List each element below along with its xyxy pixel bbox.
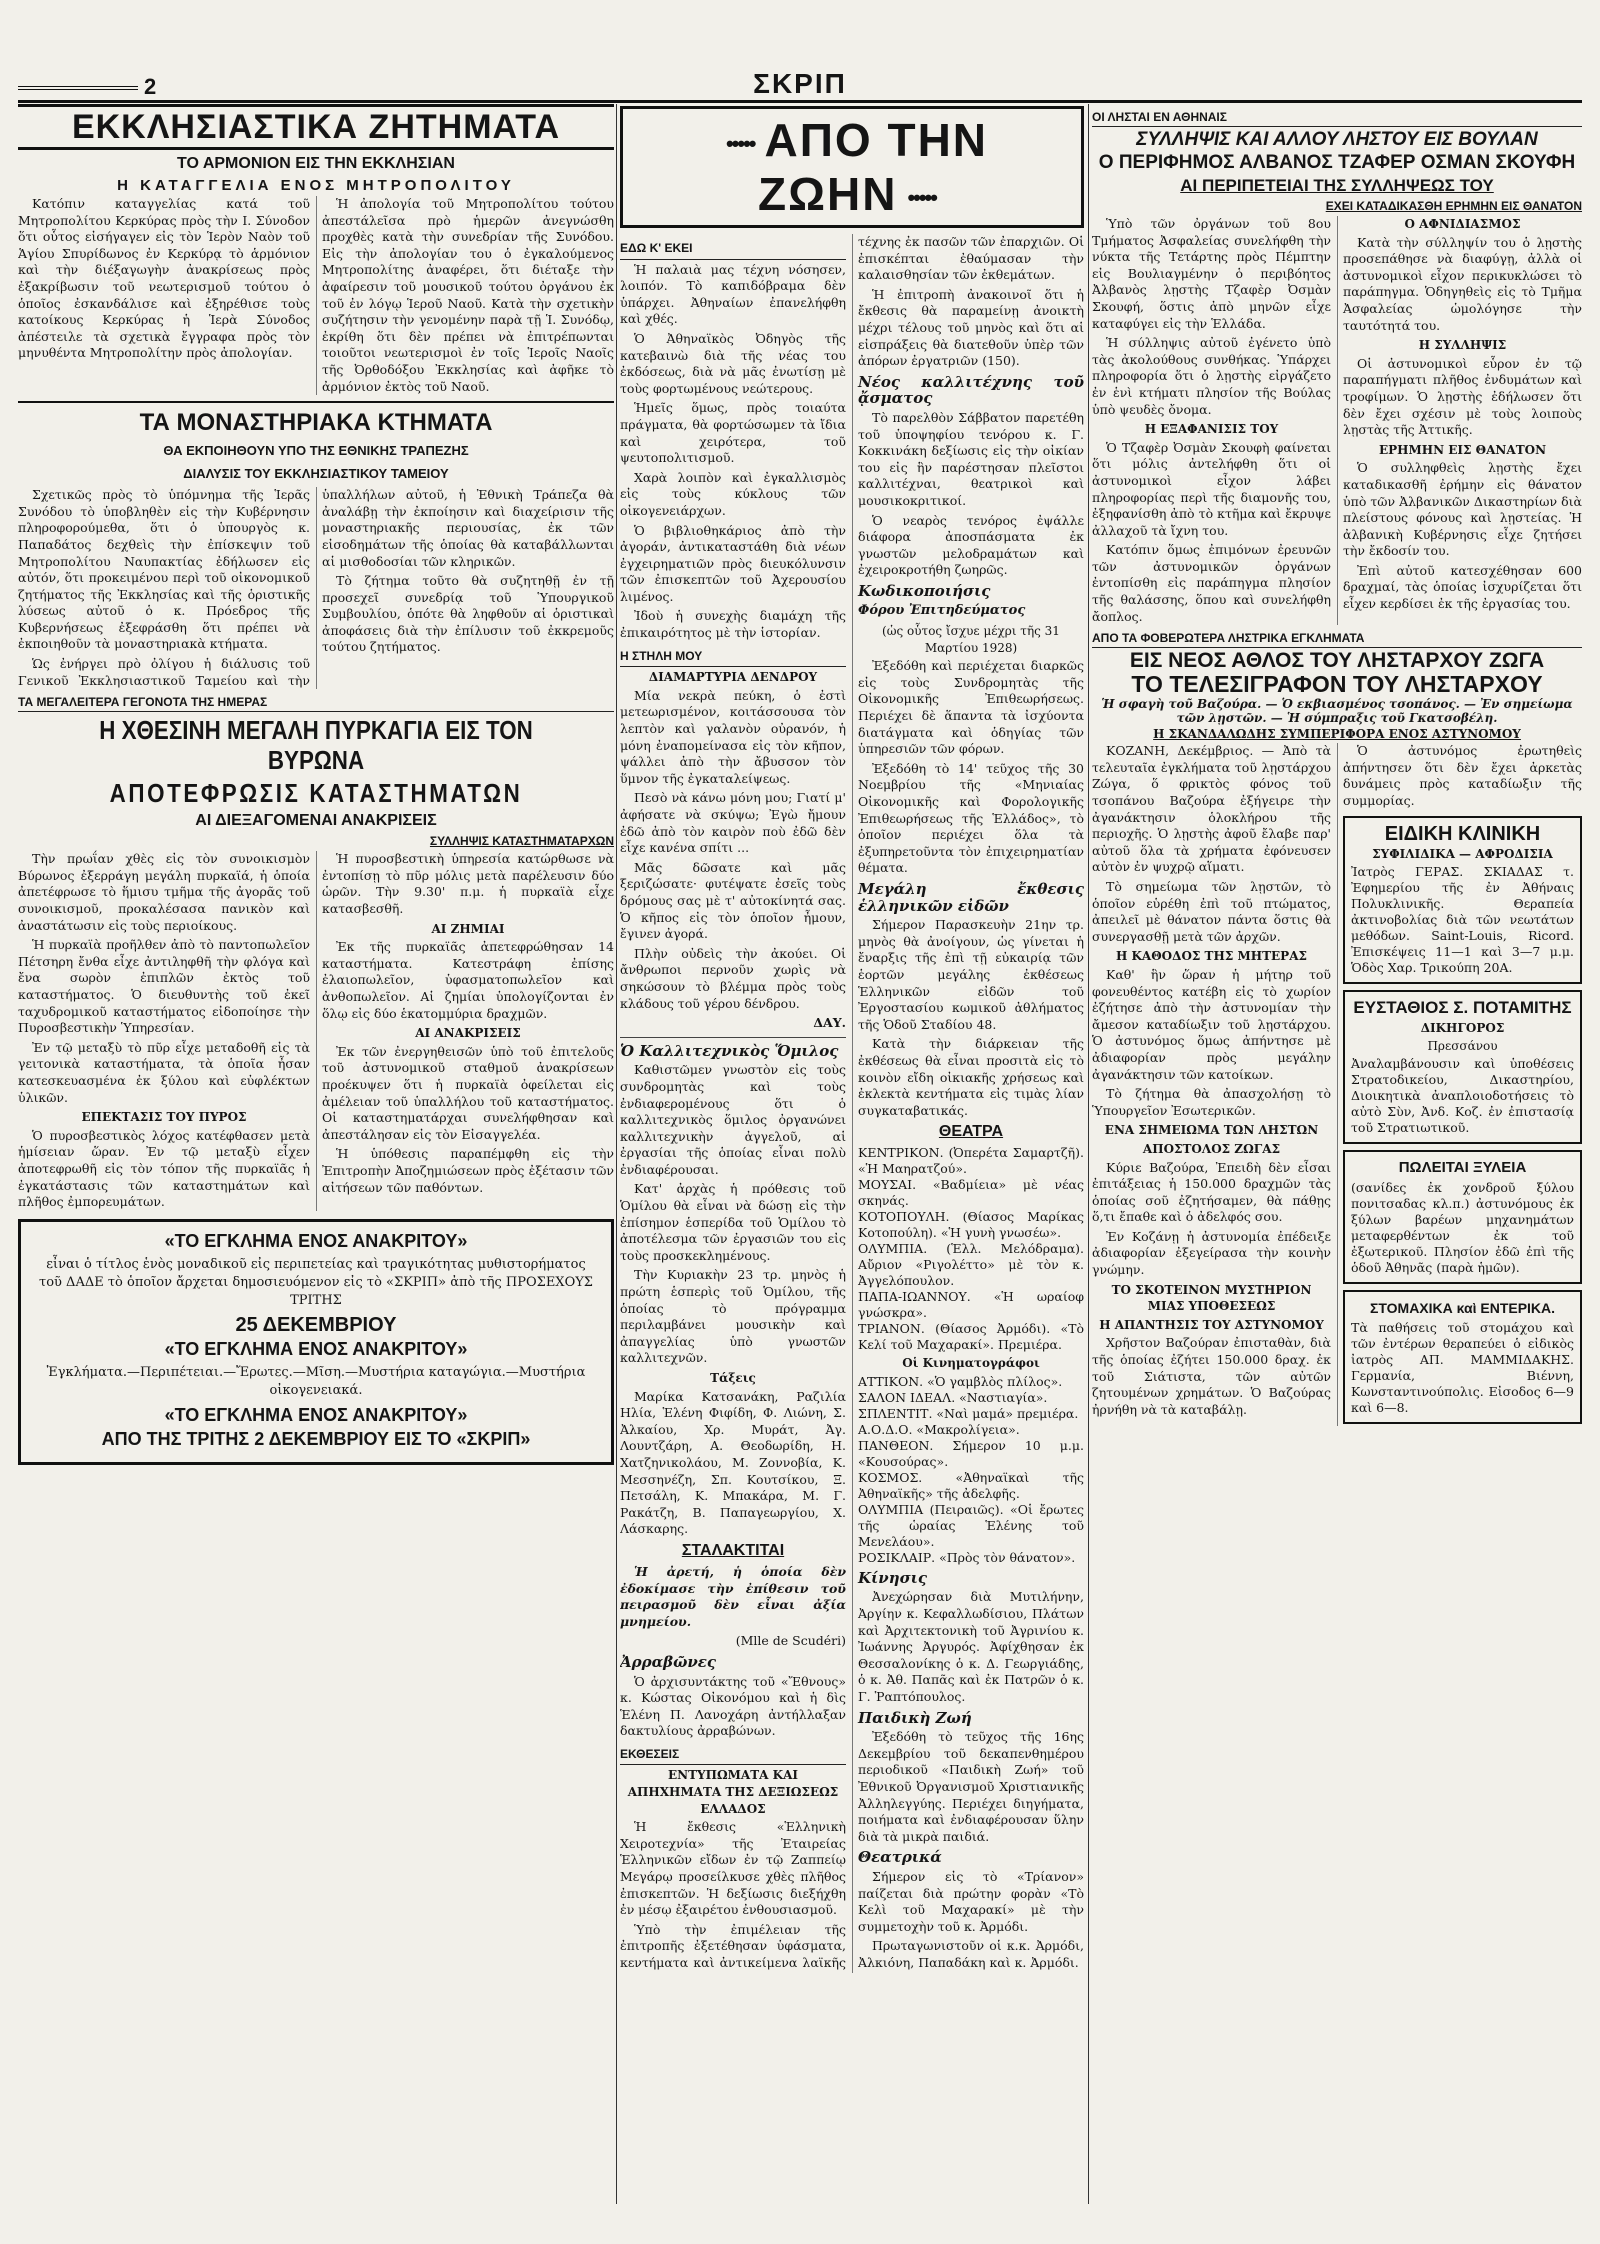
paragraph: Κατ' ἀρχὰς ἡ πρόθεσις τοῦ Ὁμίλου θὰ εἶναι νὰ δώσῃ εἰς τὴν ἐπίσημον ἑσπερίδα τοῦ Ὁμίλου τὸ ἀποτέλεσμα τῶν ἐργασιῶν του εἰς τοὺς προσκεκλημένους.	[620, 1181, 846, 1263]
article-headline: Η ΧΘΕΣΙΝΗ ΜΕΓΑΛΗ ΠΥΡΚΑΓΙΑ ΕΙΣ ΤΟΝ ΒΥΡΩΝΑ	[99, 715, 533, 776]
ad-title: ΠΩΛΕΙΤΑΙ ΞΥΛΕΙΑ	[1398, 1158, 1527, 1176]
ad-title: ΣΤΟΜΑΧΙΚΑ καὶ ΕΝΤΕΡΙΚΑ.	[1369, 1299, 1556, 1316]
paragraph: Τὸ ζήτημα τοῦτο θὰ συζητηθῇ ἐν τῇ προσεχεῖ συνεδρίᾳ τοῦ Ὑπουργικοῦ Συμβουλίου, ὁπότε θὰ ληφθοῦν αἱ ὁριστικαὶ ἀποφάσεις διὰ τὴν ἐπίλυσιν τοῦ ἐκκρεμοῦς τούτου ζητήματος.	[322, 573, 614, 655]
ad-subtitle: Πρεσσάνου	[1427, 1038, 1498, 1053]
section-subhead: ΑΙ ΖΗΜΙΑΙ	[431, 921, 505, 936]
ad-subtitle: ΣΥΦΙΛΙΔΙΚΑ — ΑΦΡΟΔΙΣΙΑ	[1372, 846, 1553, 861]
paragraph: Ὁ βιβλιοθηκάριος ἀπὸ τὴν ἀγοράν, ἀντικαταστάθη διὰ νέων ἐγχειρηματιῶν πρὸς διευκόλυνσιν τῶν ἐπισκεπτῶν τοῦ Ἀχερουσίου λιμένος.	[620, 522, 846, 604]
article-headline: ΤΑ ΜΟΝΑΣΤΗΡΙΑΚΑ ΚΤΗΜΑΤΑ	[139, 409, 493, 437]
section-subhead: ΑΙ ΑΝΑΚΡΙΣΕΙΣ	[415, 1026, 521, 1041]
paragraph: Τὸ παρελθὸν Σάββατον παρετέθη τοῦ ὑποψηφίου τενόρου κ. Γ. Κοκκινάκη δεξίωσις εἰς τὴν οἰκίαν του εἰς ἣν παρέστησαν πλεῖστοι καλλιτέχναι, θεατρικοὶ καὶ μουσικοκριτικοί.	[858, 409, 1084, 508]
paragraph: Ἐξεδόθη τὸ 14' τεῦχος τῆς 30 Νοεμβρίου τῆς «Μηνιαίας Οἰκονομικῆς καὶ Φορολογικῆς Ἐπιθεωρήσεως τῆς Ἑλλάδος», τὸ ὁποῖον περιέχει ὅλα τὰ ἐξυπηρετοῦντα τὸν ἐπιχειρηματίαν θέματα.	[858, 760, 1084, 876]
paragraph: Ὁ νεαρὸς τενόρος ἐψάλλε διάφορα ἀποσπάσματα ἐκ γνωστῶν μελοδραμάτων καὶ ἐχειροκροτήθη ζωηρῶς.	[858, 512, 1084, 578]
clinic-ad	[1343, 816, 1582, 984]
article-headline: Παιδικὴ Ζωή	[858, 1708, 972, 1727]
paragraph: Ὁ πυροσβεστικὸς λόχος κατέφθασεν μετὰ ἡμίσειαν ὥραν. Ἐν τῷ μεταξὺ εἶχεν ἀποτεφρωθῆ εἰς τὸν τόπον τῆς πυρκαϊᾶς ἡ ἐγκατάστασις τῶν καταστημάτων καὶ πλῆθος ἐμπορευμάτων.	[18, 1127, 310, 1210]
paragraph: Ὁ συλληφθεὶς λῃστὴς ἔχει καταδικασθῆ ἐρήμην εἰς θάνατον ὑπὸ τῶν Ἀλβανικῶν Δικαστηρίων διὰ πλείστους φόνους καὶ λῃστείας. Ἡ ἀλβανικὴ Κυβέρνησις εἶχε ζητήσει τὴν ἔκδοσίν του.	[1343, 460, 1582, 559]
ad-title: ΕΥΣΤΑΘΙΟΣ Σ. ΠΟΤΑΜΙΤΗΣ	[1353, 997, 1572, 1017]
article-subhead: Ἡ σφαγὴ τοῦ Βαζούρα. — Ὁ εκβιασμένος τσοπάνος. — Ἐν σημείωμα τῶν λῃστῶν. — Ἡ σύμπραξις τοῦ Γκατσοβέλη.	[1101, 697, 1573, 726]
section-subhead: Η ΕΞΑΦΑΝΙΣΙΣ ΤΟΥ	[1144, 422, 1279, 437]
cinema-entry: ΟΛΥΜΠΙΑ (Πειραιῶς). «Οἱ ἔρωτες τῆς ὡραίας Ἑλένης τοῦ Μενελάου».	[858, 1501, 1084, 1549]
ad-title: «ΤΟ ΕΓΚΛΗΜΑ ΕΝΟΣ ΑΝΑΚΡΙΤΟΥ»	[164, 1338, 468, 1359]
theatre-entry: ΜΟΥΣΑΙ. «Βαδμίεια» μὲ νέας σκηνάς.	[858, 1177, 1084, 1209]
theatre-entry: ΠΑΠΑ-ΙΩΑΝΝΟΥ. «Ἡ ωραίοφ γνώσκρα».	[858, 1289, 1084, 1321]
section-subhead: Η ΣΥΛΛΗΨΙΣ	[1418, 338, 1507, 353]
ad-text: Ἐγκλήματα.—Περιπέτειαι.—Ἔρωτες.—Μῖση.—Μυστήρια καταγώγια.—Μυστήρια οἰκογενειακά.	[46, 1364, 586, 1398]
section-kicker: ΟΙ ΛΗΣΤΑΙ ΕΝ ΑΘΗΝΑΙΣ	[1092, 108, 1582, 127]
paragraph: Τὸ σημείωμα τῶν λῃστῶν, τὸ ὁποῖον εὑρέθη ἐπὶ τοῦ πτώματος, ἀπειλεῖ μὲ θάνατον πάντα ὅστις θὰ συνεργασθῇ μετὰ τῶν ἀρχῶν.	[1092, 879, 1331, 944]
theatre-entry: ΟΛΥΜΠΙΑ. (Ἑλλ. Μελόδραμα). Αὔριον «Ριγολέττο» μὲ τὸν κ. Ἀγγελόπουλον.	[858, 1241, 1084, 1289]
masthead	[18, 68, 1582, 103]
column-divider	[616, 104, 617, 2204]
paragraph: Ἰδοὺ ἡ συνεχὴς διαμάχη τῆς ἐπικαιρότητος μὲ τὴν ἱστορίαν.	[620, 608, 846, 641]
paragraph: Ἡ ἐπιτροπὴ ἀνακοινοῖ ὅτι ἡ ἔκθεσις θὰ παραμείνῃ ἀνοικτὴ μέχρι τέλους τοῦ μηνὸς καὶ ὅτι αἱ εἰσπράξεις θὰ διατεθοῦν ὑπὲρ τῶν ἀπόρων ἐργατριῶν (150).	[858, 286, 1084, 369]
cinema-entry: ΠΑΝΘΕΟΝ. Σήμερον 10 μ.μ. «Κουσούρας».	[858, 1437, 1084, 1469]
section-title: ••••• ΑΠΟ ΤΗΝ ΖΩΗΝ •••••	[620, 106, 1084, 228]
article-headline: ΕΝΤΥΠΩΜΑΤΑ ΚΑΙ ΑΠΗΧΗΜΑΤΑ ΤΗΣ ΔΕΞΙΩΣΕΩΣ ΕΛΛΑΔΟΣ	[627, 1768, 839, 1816]
newspaper-name: ΣΚΡΙΠ	[753, 68, 847, 99]
ad-subtitle: ΔΙΚΗΓΟΡΟΣ	[1420, 1020, 1505, 1035]
paragraph: Ἐν Κοζάνῃ ἡ ἀστυνομία ἐπέδειξε ἀδιαφορίαν ἐξεγείρασα τὴν κοινὴν γνώμην.	[1092, 1228, 1331, 1278]
paragraph: Σήμερον εἰς τὸ «Τρίανον» παίζεται διὰ πρώτην φορὰν «Τὸ Κελὶ τοῦ Μαχαρακί» μὲ τὴν συμμετοχὴν τοῦ κ. Ἀρμόδι.	[858, 1868, 1084, 1934]
paragraph: Μία νεκρὰ πεύκη, ὁ ἐστὶ μετεωρισμένον, κοιτάσσουσα τὸν λεπτὸν καὶ γαλανὸν οὐρανόν, ἡ μόνη ἐναπομείνασα εἰς τὸν κῆπον, ψάλλει ἀπὸ τὴν ἄβυσσον τὸν ὕμνον τῆς ἐγκαταλείψεως.	[620, 687, 846, 786]
section-kicker: ΑΠΟ ΤΑ ΦΟΒΕΡΩΤΕΡΑ ΛΗΣΤΡΙΚΑ ΕΓΚΛΗΜΑΤΑ	[1092, 629, 1582, 648]
divider	[18, 401, 614, 403]
article-body	[1092, 216, 1582, 625]
section-subhead: ΤΟ ΣΚΟΤΕΙΝΟΝ ΜΥΣΤΗΡΙΟΝ ΜΙΑΣ ΥΠΟΘΕΣΕΩΣ	[1111, 1282, 1312, 1314]
section-kicker: ΤΑ ΜΕΓΑΛΕΙΤΕΡΑ ΓΕΓΟΝΟΤΑ ΤΗΣ ΗΜΕΡΑΣ	[18, 693, 614, 712]
cinema-entry: Α.Ο.Δ.Ο. «Μακρολίγεια».	[858, 1421, 1020, 1437]
paragraph: Ἀνεχώρησαν διὰ Μυτιλήνην, Ἀργίην κ. Κεφαλλωδίσιου, Πλάτων καὶ Ἀρχιτεκτονικὴ τοῦ Ἀγρινίου κ. Ἰωάννης Ἀργυρός. Ἀφίχθησαν ἐκ Θεσσαλονίκης ὁ κ. Δ. Γεωργιάδης, ὁ κ. Ἀθ. Παπᾶς καὶ ἐκ Πατρῶν ὁ κ. Γ. Ῥαπτόπουλος.	[858, 1589, 1084, 1705]
paragraph: Ὁ ἀρχισυντάκτης τοῦ «Ἔθνους» κ. Κώστας Οἰκονόμου καὶ ἡ δὶς Ἑλένη Π. Λανοχάρη ἀντήλλαξαν δακτυλίους ἀρραβώνων.	[620, 1673, 846, 1739]
cinema-listings	[858, 1374, 1084, 1566]
article-headline: Νέος καλλιτέχνης τοῦ ᾄσματος	[858, 372, 1084, 408]
divider	[620, 1037, 846, 1038]
column-from-life	[620, 104, 1084, 2204]
paragraph: Ἐν τῷ μεταξὺ τὸ πῦρ εἶχε μεταδοθῆ εἰς τὰ γειτονικὰ καταστήματα, τὰ ὁποῖα ἦσαν κατεσκευασμένα ἐκ ξύλου καὶ εὐφλέκτων ὑλικῶν.	[18, 1039, 310, 1105]
article-body	[18, 487, 614, 689]
article-headline: Ο ΠΕΡΙΦΗΜΟΣ ΑΛΒΑΝΟΣ ΤΖΑΦΕΡ ΟΣΜΑΝ ΣΚΟΥΦΗ	[1098, 152, 1576, 173]
cinema-entry: ΑΤΤΙΚΟΝ. «Ὁ γαμβλὸς πλίλος».	[858, 1373, 1063, 1389]
paragraph: Τὸ ζήτημα θὰ ἀπασχολήσῃ τὸ Ὑπουργεῖον Ἐσωτερικῶν.	[1092, 1086, 1331, 1118]
theatre-entry: ΚΟΤΟΠΟΥΛΗ. (Θίασος Μαρίκας Κοτοπούλη). «Ἡ γυνὴ γνωσέω».	[858, 1209, 1084, 1241]
section-kicker: ΕΚΘΕΣΕΙΣ	[620, 1744, 846, 1766]
article-subhead: ΑΙ ΔΙΕΞΑΓΟΜΕΝΑΙ ΑΝΑΚΡΙΣΕΙΣ	[195, 812, 437, 830]
section-subhead: Η ΑΠΑΝΤΗΣΙΣ ΤΟΥ ΑΣΤΥΝΟΜΟΥ	[1099, 1317, 1324, 1332]
paragraph: Οἱ ἀστυνομικοὶ εὗρον ἐν τῷ παραπήγματι πλῆθος ἐνδυμάτων καὶ τροφίμων. Ὁ λῃστὴς ἐδήλωσεν ὅτι δὲν ἔχει σχέσιν μὲ τοὺς λοιποὺς λῃστὰς τῆς Ἀττικῆς.	[1343, 355, 1582, 438]
paragraph: Πρωταγωνιστοῦν οἱ κ.κ. Ἀρμόδι, Ἀλκιόνη, Παπαδάκη καὶ κ. Ἀρμόδι.	[858, 1938, 1084, 1970]
article-headline: ΤΟ ΤΕΛΕΣΙΓΡΑΦΟΝ ΤΟΥ ΛΗΣΤΑΡΧΟΥ	[1131, 671, 1543, 698]
section-kicker: ΕΔΩ Κ' ΕΚΕΙ	[620, 238, 846, 260]
article-headline: ΣΥΛΛΗΨΙΣ ΚΑΙ ΑΛΛΟΥ ΛΗΣΤΟΥ ΕΙΣ ΒΟΥΛΑΝ	[1136, 129, 1538, 150]
paragraph: Ἐπὶ αὐτοῦ κατεσχέθησαν 600 δραχμαί, τὰς ὁποίας ἰσχυρίζεται ὅτι εἶχεν κερδίσει ἐκ τῆς ἐργασίας του.	[1343, 562, 1582, 612]
cinema-entry: ΣΠΛΕΝΤΙΤ. «Ναὶ μαμά» πρεμιέρα.	[858, 1405, 1079, 1421]
article-headline: Κίνησις	[858, 1568, 928, 1587]
article-body	[18, 851, 614, 1210]
paragraph: Ὁ ἀστυνόμος ἐρωτηθεὶς ἀπήντησεν ὅτι δὲν ἔχει ἀρκετὰς δυνάμεις πρὸς καταδίωξιν τῆς συμμορίας.	[1343, 743, 1582, 809]
section-subhead: ΕΠΕΚΤΑΣΙΣ ΤΟΥ ΠΥΡΟΣ	[81, 1110, 247, 1125]
article-headline: Μεγάλη ἔκθεσις ἑλληνικῶν εἰδῶν	[858, 879, 1084, 915]
timber-ad	[1343, 1150, 1582, 1284]
page-number: 2	[18, 74, 156, 100]
cinema-entry: ΡΟΣΙΚΛΑΙΡ. «Πρὸς τὸν θάνατον».	[858, 1549, 1076, 1565]
article-headline: ΕΙΣ ΝΕΟΣ ΑΘΛΟΣ ΤΟΥ ΛΗΣΤΑΡΧΟΥ ΖΩΓΑ	[1129, 649, 1545, 673]
article-headline: Θεατρικά	[858, 1848, 942, 1867]
paragraph: Ἐκ τῶν ἐνεργηθεισῶν ὑπὸ τοῦ ἐπιτελοῦς τοῦ ἀστυνομικοῦ σταθμοῦ ἀνακρίσεων προέκυψεν ὅτι ἡ πυρκαϊὰ ὀφείλεται εἰς ἀμέλειαν τοῦ ὑπαλλήλου τοῦ καταστήματος. Οἱ καταστηματάρχαι συνελήφθησαν καὶ ἀπεστάλησαν εἰς τὸν Εἰσαγγελέα.	[322, 1043, 614, 1142]
section-subhead: Η ΚΑΘΟΔΟΣ ΤΗΣ ΜΗΤΕΡΑΣ	[1115, 949, 1308, 964]
article-headline: Κωδικοποιήσις	[858, 581, 991, 600]
ad-date: ΑΠΟ ΤΗΣ ΤΡΙΤΗΣ 2 ΔΕΚΕΜΒΡΙΟΥ ΕΙΣ ΤΟ «ΣΚΡΙΠ»	[101, 1428, 531, 1449]
novel-advertisement	[18, 1219, 614, 1465]
section-kicker: Η ΣΤΗΛΗ ΜΟΥ	[620, 646, 846, 668]
article-headline: ΑΠΟΤΕΦΡΩΣΙΣ ΚΑΤΑΣΤΗΜΑΤΩΝ	[109, 778, 523, 809]
column-divider	[1088, 104, 1089, 2204]
paragraph: Πλὴν οὐδεὶς τὴν ἀκούει. Οἱ ἄνθρωποι περνοῦν χωρὶς νὰ σηκώσουν τὸ βλέμμα πρὸς τοὺς κλάδους τοῦ γέρου δένδρου.	[620, 945, 846, 1011]
paragraph: Χαρὰ λοιπὸν καὶ ἐγκαλλισμὸς εἰς τοὺς κύκλους τῶν οἰκογενειάρχων.	[620, 469, 846, 518]
article-subhead: ΘΑ ΕΚΠΟΙΗΘΟΥΝ ΥΠΟ ΤΗΣ ΕΘΝΙΚΗΣ ΤΡΑΠΕΖΗΣ	[163, 443, 469, 459]
paragraph: Ἐξεδόθη τὸ τεῦχος τῆς 16ης Δεκεμβρίου τοῦ δεκαπενθημέρου περιοδικοῦ «Παιδικὴ Ζωή» τοῦ Ἐθνικοῦ Ὀργανισμοῦ Χριστιανικῆς Ἀλληλεγγύης. Περιέχει διηγήματα, ποιήματα καὶ ἐνδιαφέρουσαν ὕλην διὰ τὰ μικρὰ παιδιά.	[858, 1729, 1084, 1844]
section-subhead: Τάξεις	[710, 1371, 756, 1385]
ad-title: «ΤΟ ΕΓΚΛΗΜΑ ΕΝΟΣ ΑΝΑΚΡΙΤΟΥ»	[164, 1404, 468, 1425]
article-headline: Ὁ Καλλιτεχνικὸς Ὅμιλος	[620, 1041, 839, 1060]
article-headline: ΣΤΑΛΑΚΤΙΤΑΙ	[681, 1541, 785, 1559]
paragraph: Ἐξεδόθη καὶ περιέχεται διαρκῶς εἰς τοὺς Συνδρομητὰς τῆς Οἰκονομικῆς Ἐπιθεωρήσεως. Περιέχει δὲ ἅπαντα τὰ ἰσχύοντα διατάγματα καὶ ὁδηγίας τῶν ὑπηρεσιῶν τῶν φόρων.	[858, 658, 1084, 757]
lawyer-ad	[1343, 990, 1582, 1144]
paragraph: Ἡ πυρκαϊὰ προῆλθεν ἀπὸ τὸ παντοπωλεῖον Πέτσηρη ἔνθα εἶχε ἀντιληφθῆ τὴν φλόγα καὶ ἔνα σωρὸν ἐπιπλῶν ἐκτὸς τοῦ καταστήματος. Ὁ διευθυντὴς τοῦ ἐκεῖ ταχυδρομικοῦ καταστήματος εἰδοποίησε τὴν Πυροσβεστικὴν Ὑπηρεσίαν.	[18, 937, 310, 1036]
paragraph: Ἡ ἔκθεσις «Ἑλληνικὴ Χειροτεχνία» τῆς Ἐταιρείας Ἑλληνικῶν εἴδων ἐν τῷ Ζαππείῳ Μεγάρῳ προσείλκυσε χθὲς πλῆθος ἐπισκεπτῶν. Ἡ δεξίωσις διεξήχθη ἐν μέσῳ ἐξαιρέτου ἐνθουσιασμοῦ.	[620, 1819, 846, 1918]
paragraph: Σχετικῶς πρὸς τὸ ὑπόμνημα τῆς Ἱερᾶς Συνόδου τὸ ὑποβληθὲν εἰς τὴν Κυβέρνησιν πληροφορούμεθα, ὅτι ὁ ὑπουργὸς κ. Παπαδάτος δεχθεὶς τὴν ἐπίσκεψιν τοῦ Μητροπολίτου Ναυπακτίας ἐδήλωσεν εἰς αὐτόν, ὅτι προκειμένου περὶ τοῦ οἰκονομικοῦ ζητήματος τῆς Ἐκκλησίας καὶ τῆς ὁριστικῆς λύσεως αὐτοῦ ὁ κ. Πρόεδρος τῆς Κυβερνήσεως ἐξεφράσθη ὅτι πρέπει νὰ ἐκποιηθοῦν τὰ μοναστηριακὰ κτήματα.	[18, 487, 310, 652]
article-body	[18, 196, 614, 395]
paragraph: Κατὰ τὴν διάρκειαν τῆς ἐκθέσεως θὰ εἶναι προσιτὰ εἰς τὸ κοινὸν εἴδη οἰκιακῆς χρήσεως καὶ ἐκλεκτὰ κεντήματα εἰς τιμὰς λίαν συγκαταβατικάς.	[858, 1036, 1084, 1118]
paragraph: Καθιστῶμεν γνωστὸν εἰς τοὺς συνδρομητὰς καὶ τοὺς ἐνδιαφερομένους ὅτι ὁ καλλιτεχνικὸς ὅμιλος ὀργανώνει καλλιτεχνικὴν ἀγγελοῦ, αἱ ἐργασίαι τῆς ὁποίας εἶναι πολὺ ἐνδιαφέρουσαι.	[620, 1062, 846, 1177]
paragraph: Τὴν Κυριακὴν 23 τρ. μηνὸς ἡ πρώτη ἑσπερὶς τοῦ Ὁμίλου, τῆς ὁποίας τὸ πρόγραμμα περιλαμβάνει μουσικὴν καὶ ἀπαγγελίας ὑπὸ γνωστῶν καλλιτεχνῶν.	[620, 1267, 846, 1366]
ad-text: Τὰ παθήσεις τοῦ στομάχου καὶ τῶν ἐντέρων θεραπεύει ὁ εἰδικὸς ἰατρὸς ΑΠ. ΜΑΜΜΙΔΑΚΗΣ. Γερμανία, Βιέννη, Κωνσταντινούπολις. Εἰσοδος 6—9 καὶ 6—8.	[1351, 1319, 1574, 1415]
column-ecclesiastical	[18, 104, 614, 2204]
paragraph: Ὑπὸ τῶν ὀργάνων τοῦ 8ου Τμήματος Ἀσφαλείας συνελήφθη τὴν νύκτα τῆς Τετάρτης πρὸς Πέμπτην εἰς Βουλιαγμένην ὁ περιβόητος Ἀλβανὸς λῃστὴς Τζαφὲρ Ὀσμὰν Σκουφή, ὅστις ἀπὸ μηνῶν εἶχε καταφύγει εἰς τὴν Ἑλλάδα.	[1092, 216, 1331, 331]
paragraph: Ἡ ὑπόθεσις παραπέμφθη εἰς τὴν Ἐπιτροπὴν Ἀποζημιώσεων πρὸς ἐξέτασιν τῶν αἰτήσεων τῶν παθόντων.	[322, 1146, 614, 1195]
section-subhead: Οἱ Κινηματογράφοι	[902, 1356, 1040, 1371]
article-date: (ὡς οὗτος ἴσχυε μέχρι τῆς 31 Μαρτίου 1928)	[882, 624, 1060, 655]
article-subhead: ΕΧΕΙ ΚΑΤΑΔΙΚΑΣΘΗ ΕΡΗΜΗΝ ΕΙΣ ΘΑΝΑΤΟΝ	[1325, 199, 1582, 213]
quote-text: Ἡ ἀρετή, ἡ ὁποία δὲν ἐδοκίμασε τὴν ἐπίθεσιν τοῦ πειρασμοῦ δὲν εἶναι ἀξία μνημείου.	[620, 1563, 846, 1629]
article-headline: Ἀρραβῶνες	[620, 1652, 717, 1671]
paragraph: Κατόπιν ὅμως ἐπιμόνων ἐρευνῶν τῶν ἀστυνομικῶν ὀργάνων ἐντοπίσθη εἰς παράπηγμα πλησίον τῆς θαλάσσης, ὅπου καὶ συνελήφθη ἄοπλος.	[1092, 542, 1331, 624]
theatre-entry: ΤΡΙΑΝΟΝ. (Θίασος Ἀρμόδι). «Τὸ Κελί τοῦ Μαχαρακί». Πρεμιέρα.	[858, 1321, 1084, 1353]
doctor-ad	[1343, 1290, 1582, 1424]
paragraph: Τὴν πρωΐαν χθὲς εἰς τὸν συνοικισμὸν Βύρωνος ἐξερράγη μεγάλη πυρκαϊά, ἡ ὁποία ἀπετέφρωσε τὸ ἥμισυ τμῆμα τῆς ἀγορᾶς τοῦ συνοικισμοῦ, προκαλέσασα πανικὸν καὶ ἀναστάτωσιν εἰς τοὺς περιοίκους.	[18, 851, 310, 933]
section-subhead: Ο ΑΦΝΙΔΙΑΣΜΟΣ	[1404, 217, 1521, 231]
ad-text: εἶναι ὁ τίτλος ἑνὸς μοναδικοῦ εἰς περιπετείας καὶ τραγικότητας μυθιστορήματος τοῦ ΔΑΔΕ τὸ ὁποῖον ἄρχεται δημοσιευόμενον εἰς τὸ «ΣΚΡΙΠ» ἀπὸ τῆς ΠΡΟΣΕΧΟΥΣ ΤΡΙΤΗΣ	[39, 1256, 593, 1308]
ad-text: (σανίδες ἐκ χονδροῦ ξύλου πονιτσαδας κλ.π.) ἀστυνόμους ἐκ ξύλων βαρέων μηχανημάτων μεταφερθέντων ἐκ τοῦ ἐξωτερικοῦ. Πλησίον ἐδῶ ἐπὶ τῆς ὁδοῦ Ἀθηνᾶς (παρὰ ἡμῶν).	[1351, 1179, 1574, 1275]
column-body	[620, 234, 1084, 1973]
cinema-entry: ΚΟΣΜΟΣ. «Ἀθηναϊκαὶ τῆς Ἀθηναϊκῆς» τῆς ἀδελφῆς.	[858, 1469, 1084, 1501]
paragraph: Χρῆστον Βαζούραν ἐπισταθὰν, διὰ τῆς ὁποίας ἐζήτει 150.000 δραχ. ἐκ τοῦ Σιάτιστα, τῶν αὐτῶν ζητουμένων χρημάτων. Ὁ Βαζούρας ἠρνήθη νὰ τὰ καταβάλῃ.	[1092, 1335, 1331, 1417]
paragraph: Κατὰ τὴν σύλληψίν του ὁ λῃστὴς προσεπάθησε νὰ διαφύγῃ, ἀλλὰ οἱ ἀστυνομικοὶ εἶχον περικυκλώσει τὸ παράπηγμα. Ὁδηγηθεὶς εἰς τὸ Τμῆμα Ἀσφαλείας ὡμολόγησε τὴν ταυτότητά του.	[1343, 234, 1582, 333]
section-title: ΕΚΚΛΗΣΙΑΣΤΙΚΑ ΖΗΤΗΜΑΤΑ	[18, 104, 614, 150]
ad-text: Ἰατρὸς ΓΕΡΑΣ. ΣΚΙΑΔΑΣ τ. Ἐφημερίου τῆς ἐν Ἀθήναις Πολυκλινικῆς. Θεραπεία ἀκτινοβολίας διὰ τῶν νεωτάτων μεθόδων. Saint-Louis, Ricord. Ἐπισκέψεις 11—1 καὶ 3—7 μ.μ. Ὁδὸς Χαρ. Τρικούπη 20Α.	[1351, 863, 1574, 975]
paragraph: Ἡμεῖς ὅμως, πρὸς τοιαύτα πράγματα, θὰ φορτώσωμεν τὰ ἴδια καὶ χειρότερα, τοῦ ψευτοπολιτισμοῦ.	[620, 400, 846, 466]
paragraph: Μαρίκα Κατσανάκη, Ραζιλία Ηλία, Ἑλένη Φιφίδη, Φ. Λιώνη, Σ. Ἀλκαίου, Χρ. Μυράτ, Ἀγ. Λουντζάρη, Α. Θεοδωρίδη, Η. Χατζηνικολάου, Μ. Ζοννοβία, Κ. Μεσσηνέζη, Σπ. Κουτσίκου, Ξ. Πετσάλη, Κ. Μπακάρα, Μ. Γ. Ρακάτζη, Β. Παπαγεωργίου, Χ. Λάσκαρης.	[620, 1388, 846, 1537]
paragraph: Σήμερον Παρασκευὴν 21ην τρ. μηνὸς θὰ ἀνοίγουν, ὡς γίνεται ἡ ἔναρξις τῆς ἐπὶ τῇ εὐκαιρίᾳ τῶν ἑορτῶν μεγάλης ἐκθέσεως Ἑλληνικῶν εἰδῶν τοῦ Ἐργοστασίου κωμικοῦ ἀθλήματος τῆς Ὁδοῦ Σταδίου 48.	[858, 917, 1084, 1032]
paragraph: Κατόπιν καταγγελίας κατά τοῦ Μητροπολίτου Κερκύρας πρὸς τὴν Ι. Σύνοδον ὅτι οὗτος εἰσήγαγεν εἰς τὸν Ἱερὸν Ναὸν τοῦ Ἁγίου Σπυρίδωνος ἐν Κερκύρᾳ τὸ ἁρμόνιον καὶ τὴν διέξαγωγὴν ἀνακρίσεως πρὸς ἐξακρίβωσιν τοῦ νεωτερισμοῦ τούτου ὁ ὁποῖος ἐσκανδάλισε καὶ ἐξηρέθισε τοὺς κατοίκους Κερκύρας ἡ Ἱερὰ Σύνοδος ἀπέστειλε τὰ σχετικὰ ἔγγραφα πρὸς τὸν μηνυθέντα Μητροπολίτην πρὸς ἀπολογίαν.	[18, 196, 310, 361]
section-subhead: ΑΠΟΣΤΟΛΟΣ ΖΩΓΑΣ	[1142, 1141, 1281, 1156]
paragraph: Ὡς ἐνήργει πρὸ ὀλίγου ἡ διάλυσις τοῦ Γενικοῦ Ἐκκλησιαστικοῦ Ταμείου καὶ τὴν ὑπαλλήλων αὐτοῦ, ἡ Ἐθνικὴ Τράπεζα θὰ ἀναλάβῃ τὴν ἐκποίησιν καὶ διαχείρισιν τῆς μοναστηριακῆς περιουσίας, ἐκ τῶν εἰσοδημάτων τῆς ὁποίας θὰ καταβάλλωνται αἱ μισθοδοσίαι τῶν κληρικῶν.	[18, 487, 614, 688]
ad-text: Ἀναλαμβάνουσιν καὶ ὑποθέσεις Στρατοδικείου, Δικαστηρίου, Διοικητικὰ ἀναπλοιοδοτήσεις τὸ αὐτὸ Σὺν, Ἀνδ. Κοζ. ἐν ἐπιστασίᾳ τοῦ Στρατιωτικοῦ.	[1351, 1055, 1574, 1135]
article-subhead: ΔΙΑΛΥΣΙΣ ΤΟΥ ΕΚΚΛΗΣΙΑΣΤΙΚΟΥ ΤΑΜΕΙΟΥ	[183, 466, 449, 482]
paragraph: Ἐκ τῆς πυρκαϊᾶς ἀπετεφρώθησαν 14 καταστήματα. Κατεστράφη ἐπίσης ἐλαιοπωλεῖον, ὑφασματοπωλεῖον καὶ ἀνθοπωλεῖον. Αἱ ζημίαι ὑπολογίζονται ἐν ὅλῳ εἰς δύο ἑκατομμύρια δραχμῶν.	[322, 939, 614, 1021]
section-subhead: ΕΡΗΜΗΝ ΕΙΣ ΘΑΝΑΤΟΝ	[1378, 442, 1547, 457]
article-body	[1092, 743, 1582, 1425]
paragraph: Μᾶς δῶσατε καὶ μᾶς ξεριζώσατε· φυτέψατε ἐσεῖς τοὺς δρόμους σας μὲ τ' αὐτοκίνητά σας. Ὁ κῆπος εἰς τὸν ὁποῖον ἦμουν, ἔγινεν ἀγορά.	[620, 859, 846, 942]
paragraph: Ὁ Ἀθηναϊκὸς Ὀδηγὸς τῆς κατεβαινὼ διὰ τῆς νέας του ἐκδόσεως, διὰ νὰ μᾶς ἐνωτίσῃ μὲ τοὺς φορτωμένους νεώτερους.	[620, 330, 846, 396]
paragraph: Ὑπὸ τὴν ἐπιμέλειαν τῆς ἐπιτροπῆς ἐξετέθησαν ὑφάσματα, κεντήματα καὶ ἀντικείμενα λαϊκῆς τέχνης ἐκ πασῶν τῶν ἐπαρχιῶν. Οἱ ἐπισκέπται ἐθαύμασαν τὴν καλαισθησίαν τῶν ἐκθεμάτων.	[620, 234, 1084, 1970]
ad-date: 25 ΔΕΚΕΜΒΡΙΟΥ	[235, 1313, 397, 1336]
paragraph: Ἡ σύλληψις αὐτοῦ ἐγένετο ὑπὸ τὰς ἀκολούθους συνθήκας. Ὑπάρχει πληροφορία ὅτι ὁ λῃστὴς εἰργάζετο ἐν ἑνὶ κτήματι πλησίον τῆς Βούλας ὑπὸ ψευδὲς ὄνομα.	[1092, 335, 1331, 417]
paragraph: Ἡ παλαιὰ μας τέχνη νόσησεν, λοιπόν. Τὸ καπιδόβραμα δὲν ὑπάρχει. Ἀθηναίων ἐπανελήφθη καὶ χθές.	[620, 261, 846, 327]
paragraph: Ἡ ἀπολογία τοῦ Μητροπολίτου τούτου ἀπεστάλεῖσα πρὸ ἡμερῶν ἀνεγνώσθη προχθὲς κατὰ τὴν συνεδρίαν τῆς Συνόδου. Εἰς τὴν ἀπολογίαν του ὁ ἐγκαλούμενος Μητροπολίτης ἀναφέρει, ὅτι διέταξε τὴν ἀφαίρεσιν τοῦ μουσικοῦ τούτου ὀργάνου ἐκ τοῦ ἐν λόγῳ Ἱεροῦ Ναοῦ. Κατὰ τὴν σχετικὴν συζήτησιν τὴν γενομένην παρὰ τῇ Ἱ. Συνόδῳ, ἐκρίθη ὅτι δὲν πρέπει νὰ ἐπιτρέπωνται τοιοῦτοι νεωτερισμοὶ ἐν τοῖς Ἱεροῖς Ναοῖς τῆς Ὀρθοδόξου Ἐκκλησίας καὶ ἀφῆκε τὸ ἀρμόνιον ἐκτὸς τοῦ Ναοῦ.	[322, 196, 614, 394]
article-headline: ΑΙ ΠΕΡΙΠΕΤΕΙΑΙ ΤΗΣ ΣΥΛΛΗΨΕΩΣ ΤΟΥ	[1180, 176, 1494, 195]
paragraph: Κύριε Βαζούρα, Ἐπειδὴ δὲν εἶσαι ἐπιτάξειας ἡ 150.000 δραχμῶν τὰς ὁποίας σοῦ ἐζητήσαμεν, θὰ πάθῃς ὅ,τι ἔπαθε καὶ ὁ ἀδελφός σου.	[1092, 1159, 1331, 1225]
paragraph: Ἡ πυροσβεστικὴ ὑπηρεσία κατώρθωσε νὰ ἐντοπίσῃ τὸ πῦρ μόλις μετὰ παρέλευσιν δύο ὡρῶν. Τὴν 9.30' π.μ. ἡ πυρκαϊὰ εἶχε κατασβεσθῆ.	[322, 851, 614, 917]
ad-title: «ΤΟ ΕΓΚΛΗΜΑ ΕΝΟΣ ΑΝΑΚΡΙΤΟΥ»	[164, 1230, 468, 1251]
article-subhead: Η ΚΑΤΑΓΓΕΛΙΑ ΕΝΟΣ ΜΗΤΡΟΠΟΛΙΤΟΥ	[117, 177, 515, 194]
article-subhead: ΣΥΛΛΗΨΙΣ ΚΑΤΑΣΤΗΜΑΤΑΡΧΩΝ	[429, 834, 614, 849]
column-news	[1092, 104, 1582, 2204]
article-headline: ΤΟ ΑΡΜΟΝΙΟΝ ΕΙΣ ΤΗΝ ΕΚΚΛΗΣΙΑΝ	[177, 155, 455, 172]
cinema-entry: ΣΑΛΟΝ ΙΔΕΑΛ. «Ναστιαγία».	[858, 1389, 1048, 1405]
paragraph: Πεσὸ νὰ κάνω μόνη μου; Γιατί μ' ἀφήσατε νὰ σκύψω; Ἐγὼ ἤμουν ἐδῶ ἀπὸ τὸν καιρὸν ποὺ ἐδῶ δὲν εἶχε κανένα σπίτι ...	[620, 790, 846, 856]
article-subhead: Η ΣΚΑΝΔΑΛΩΔΗΣ ΣΥΜΠΕΡΙΦΟΡΑ ΕΝΟΣ ΑΣΤΥΝΟΜΟΥ	[1153, 727, 1521, 742]
paragraph: Καθ' ἣν ὥραν ἡ μήτηρ τοῦ φονευθέντος κατέβη εἰς τὸ χωρίον ἐζήτησε ἀπὸ τὴν ἀστυνομίαν τὴν ἄμεσον καταδίωξιν τοῦ λῃστάρχου. Ὁ ἀστυνόμος ὅμως ἀπήντησε μὲ ἀδιαφορίαν πρὸς μεγάλην ἀγανάκτησιν τῶν κατοίκων.	[1092, 966, 1331, 1082]
ad-title: ΕΙΔΙΚΗ ΚΛΙΝΙΚΗ	[1384, 822, 1541, 845]
author-signature: ΔΑΥ.	[813, 1015, 846, 1031]
article-subhead: Φόρου Ἐπιτηδεύματος	[858, 603, 1026, 619]
paragraph: ΚΟΖΑΝΗ, Δεκέμβριος. — Ἀπὸ τὰ τελευταῖα ἐγκλήματα τοῦ λῃστάρχου Ζώγα, ὅ φρικτὸς φόνος τοῦ τσοπάνου Βαζούρα ἐξήγειρε τὴν ἀγανάκτησιν ὁλοκλήρου τῆς περιοχῆς. Ὁ λῃστὴς ἀφοῦ ἔλαβε παρ' αὐτοῦ ὅλα τὰ χρήματα ἐφόνευσεν αὐτὸν ἐν ψυχρῷ αἵματι.	[1092, 743, 1331, 875]
theatres-headline: ΘΕΑΤΡΑ	[938, 1123, 1004, 1141]
quote-author: (Mlle de Scudéri)	[735, 1633, 846, 1649]
paragraph: Ὁ Τζαφὲρ Ὀσμὰν Σκουφὴ φαίνεται ὅτι μόλις ἀντελήφθη ὅτι οἱ ἀστυνομικοὶ εἶχον λάβει πληροφορίας περὶ τῆς διαμονῆς του, ἐξηφανίσθη ἀπὸ τὸ κτῆμα καὶ ἔκρυψε ἀλλαχοῦ τὰ ἴχνη του.	[1092, 439, 1331, 538]
section-subhead: ΕΝΑ ΣΗΜΕΙΩΜΑ ΤΩΝ ΛΗΣΤΩΝ	[1104, 1123, 1319, 1138]
article-headline: ΔΙΑΜΑΡΤΥΡΙΑ ΔΕΝΔΡΟΥ	[648, 670, 818, 685]
theatre-listings	[858, 1145, 1084, 1353]
theatre-entry: ΚΕΝΤΡΙΚΟΝ. (Ὀπερέτα Σαμαρτζῆ). «Ἡ Μαηρατζού».	[858, 1145, 1084, 1177]
